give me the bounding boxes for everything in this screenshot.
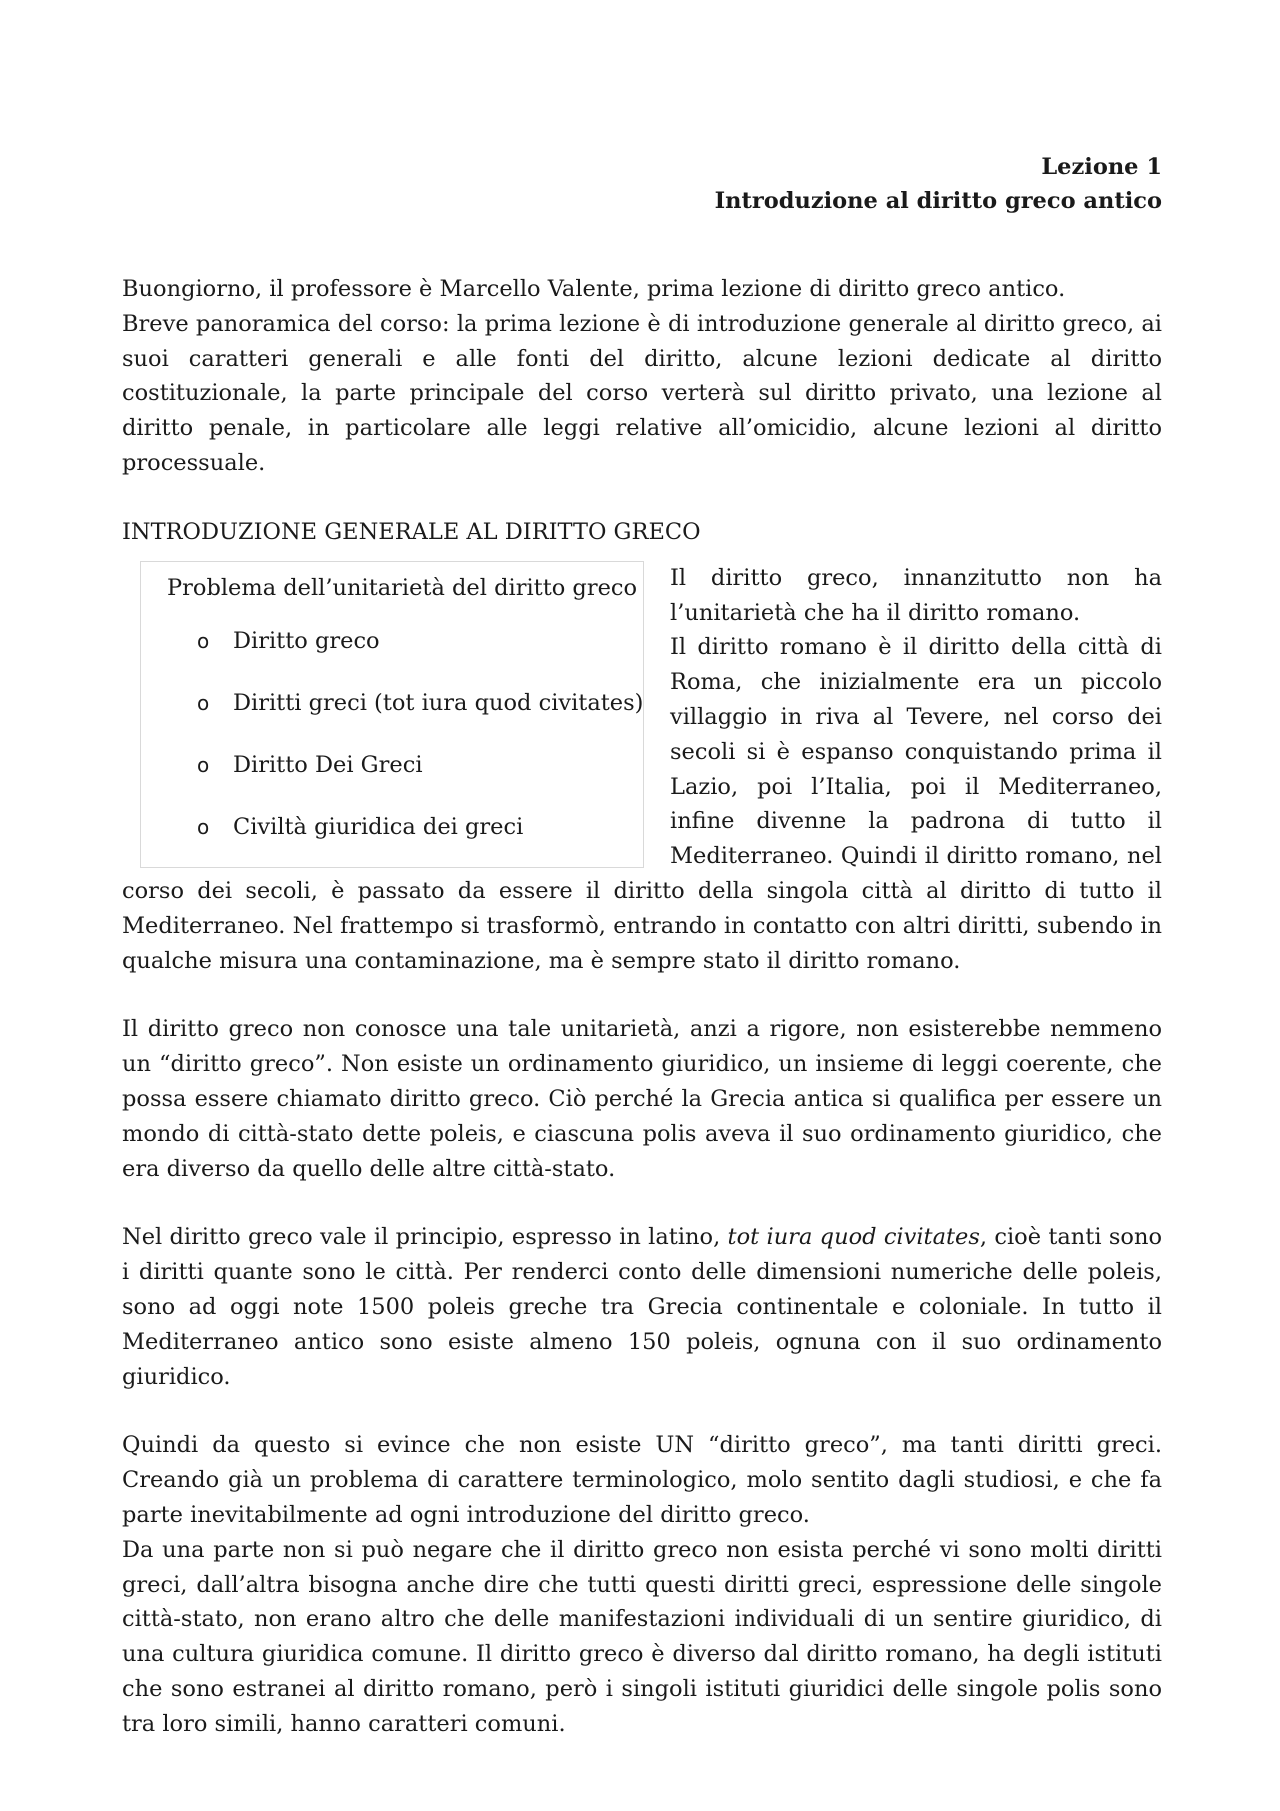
intro-paragraph-1: Buongiorno, il professore è Marcello Valente, prima lezione di diritto greco antico. xyxy=(122,276,1066,302)
body-paragraph-1: Il diritto greco, innanzitutto non ha l’unitarietà che ha il diritto romano. xyxy=(670,564,1162,626)
body-paragraph-2: Il diritto romano è il diritto della città di Roma, che inizialmente era un piccolo villaggio in riva al Tevere, nel corso dei secoli si è espanso conquistando prima il Lazio, poi l’Italia, poi il Mediterraneo, infine divenne la padrona di tutto il Mediterraneo. Quindi il diritto romano, nel corso dei secoli, è passato da essere il diritto della singola città al diritto di tutto il Mediterraneo. Nel frattempo si trasformò, entrando in contatto con altri diritti, subendo in qualche misura una contaminazione, ma è sempre stato il diritto romano. xyxy=(122,634,1162,974)
document-page xyxy=(122,150,1162,1741)
document-heading xyxy=(122,150,1162,218)
unitarity-textbox xyxy=(140,561,644,868)
list-item xyxy=(141,734,643,796)
latin-principle: tot iura quod civitates xyxy=(727,1224,980,1251)
bullet-icon: o xyxy=(197,628,210,653)
intro-paragraph-2: Breve panoramica del corso: la prima lezione è di introduzione generale al diritto greco, ai suoi caratteri generali e alle fonti del diritto, alcune lezioni dedicate al diritto costituzionale, la parte principale del corso verterà sul diritto privato, una lezione al diritto penale, in particolare alle leggi relative all’omicidio, alcune lezioni al diritto processuale. xyxy=(122,310,1162,476)
textbox-title: Problema dell’unitarietà del diritto greco xyxy=(167,574,638,601)
list-item-label: Diritti greci (tot iura quod civitates) xyxy=(233,689,644,716)
textbox-list xyxy=(141,610,643,858)
bullet-icon: o xyxy=(197,752,210,777)
p4-start: Nel diritto greco vale il principio, espresso in latino, xyxy=(122,1224,728,1251)
bullet-icon: o xyxy=(197,690,210,715)
lesson-number: Lezione 1 xyxy=(1041,154,1162,180)
list-item xyxy=(141,672,643,734)
list-item xyxy=(141,610,643,672)
list-item-label: Civiltà giuridica dei greci xyxy=(233,813,524,840)
body-paragraph-3: Il diritto greco non conosce una tale unitarietà, anzi a rigore, non esisterebbe nemmeno un “diritto greco”. Non esiste un ordinamento giuridico, un insieme di leggi coerente, che possa essere chiamato diritto greco. Ciò perché la Grecia antica si qualifica per essere un mondo di città-stato dette poleis, e ciascuna polis aveva il suo ordinamento giuridico, che era diverso da quello delle altre città-stato. xyxy=(122,1016,1162,1182)
body-paragraph-4 xyxy=(122,1220,1162,1394)
body-paragraph-5: Quindi da questo si evince che non esiste UN “diritto greco”, ma tanti diritti greci. Creando già un problema di carattere terminologico, molo sentito dagli studiosi, e che fa parte inevitabilmente ad ogni introduzione del diritto greco. xyxy=(122,1432,1162,1528)
section-title: INTRODUZIONE GENERALE AL DIRITTO GRECO xyxy=(122,518,701,545)
bullet-icon: o xyxy=(197,814,210,839)
body-paragraph-6: Da una parte non si può negare che il diritto greco non esista perché vi sono molti diritti greci, dall’altra bisogna anche dire che tutti questi diritti greci, espressione delle singole città-stato, non erano altro che delle manifestazioni individuali di un sentire giuridico, di una cultura giuridica comune. Il diritto greco è diverso dal diritto romano, ha degli istituti che sono estranei al diritto romano, però i singoli istituti giuridici delle singole polis sono tra loro simili, hanno caratteri comuni. xyxy=(122,1536,1162,1737)
list-item-label: Diritto greco xyxy=(233,627,380,654)
p4-end: , cioè tanti sono i diritti quante sono le città. Per renderci conto delle dimensioni numeriche delle poleis, sono ad oggi note 1500 poleis greche tra Grecia continentale e coloniale. In tutto il Mediterraneo antico sono esiste almeno 150 poleis, ognuna con il suo ordinamento giuridico. xyxy=(122,1224,1162,1390)
list-item xyxy=(141,796,643,858)
list-item-label: Diritto Dei Greci xyxy=(233,751,423,778)
lesson-title: Introduzione al diritto greco antico xyxy=(714,188,1162,214)
